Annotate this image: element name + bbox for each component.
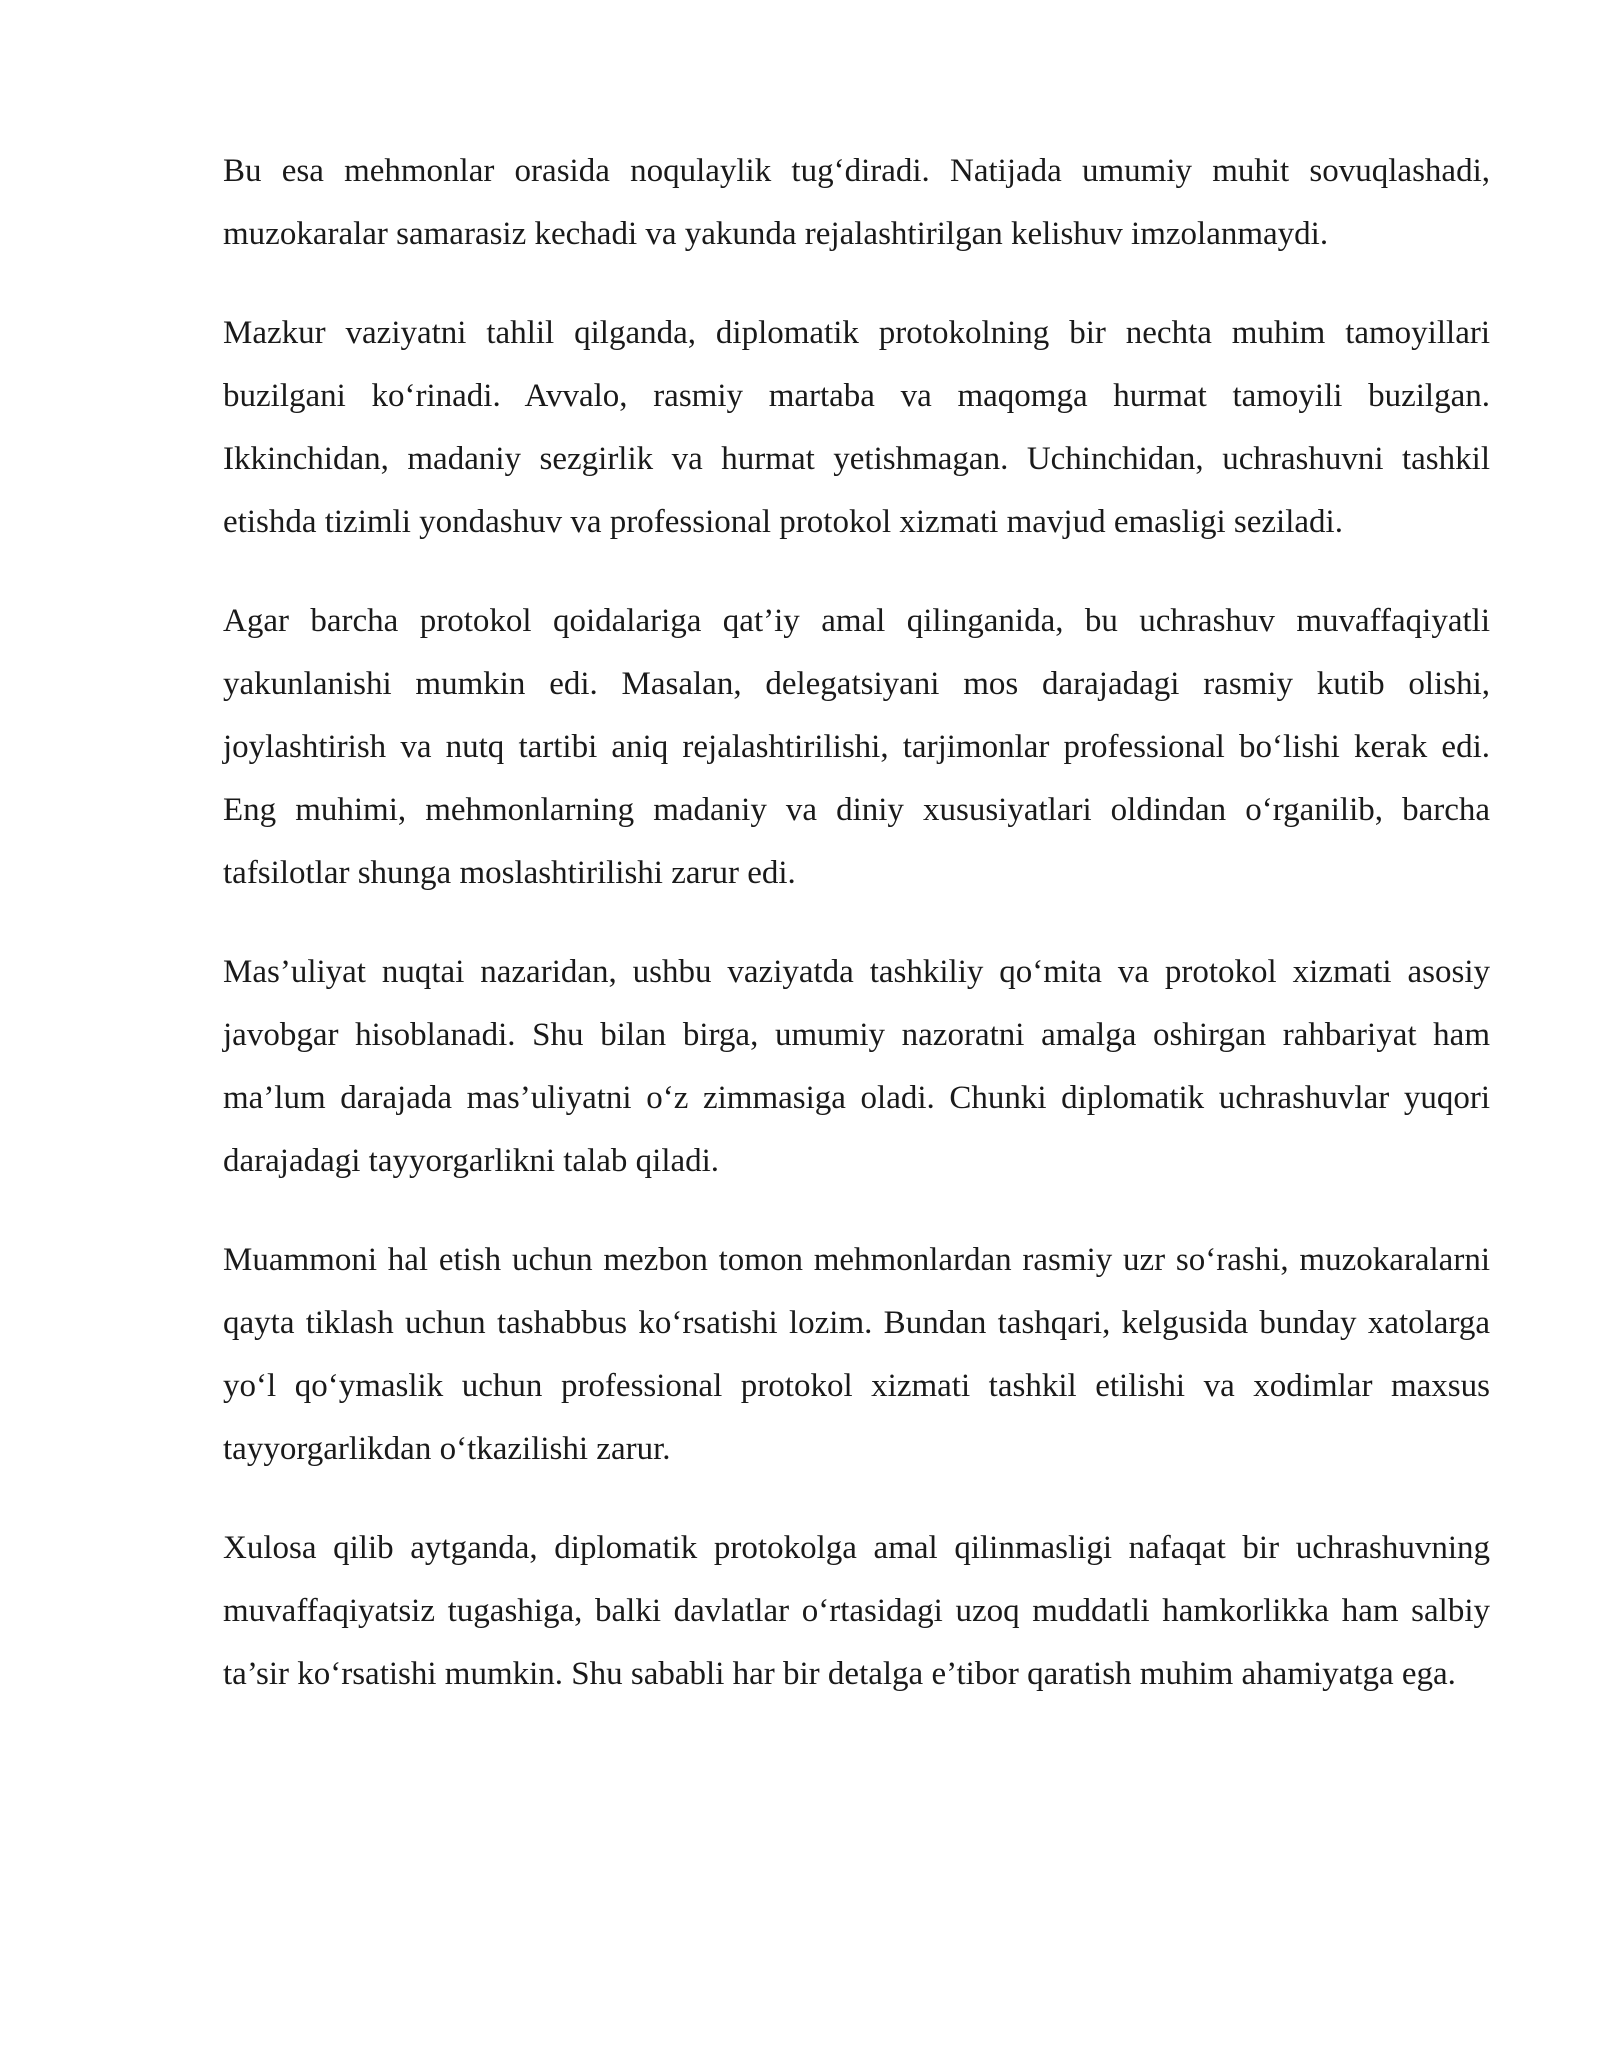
paragraph-2: Mazkur vaziyatni tahlil qilganda, diplomatik protokolning bir nechta muhim tamoyillari buzilgani ko‘rinadi. Avvalo, rasmiy martaba va maqomga hurmat tamoyili buzilgan. Ikkinchidan, madaniy sezgirlik va hurmat yetishmagan. Uchinchidan, uchrashuvni tashkil etishda tizimli yondashuv va professional protokol xizmati mavjud emasligi seziladi.: [223, 315, 1490, 540]
paragraph-4: Mas’uliyat nuqtai nazaridan, ushbu vaziyatda tashkiliy qo‘mita va protokol xizmati asosiy javobgar hisoblanadi. Shu bilan birga, umumiy nazoratni amalga oshirgan rahbariyat ham ma’lum darajada mas’uliyatni o‘z zimmasiga oladi. Chunki diplomatik uchrashuvlar yuqori darajadagi tayyorgarlikni talab qiladi.: [223, 954, 1490, 1179]
paragraph-5: Muammoni hal etish uchun mezbon tomon mehmonlardan rasmiy uzr so‘rashi, muzokaralarni qayta tiklash uchun tashabbus ko‘rsatishi lozim. Bundan tashqari, kelgusida bunday xatolarga yo‘l qo‘ymaslik uchun professional protokol xizmati tashkil etilishi va xodimlar maxsus tayyorgarlikdan o‘tkazilishi zarur.: [223, 1242, 1490, 1467]
document-body: [223, 140, 1490, 1742]
paragraph-1: Bu esa mehmonlar orasida noqulaylik tug‘diradi. Natijada umumiy muhit sovuqlashadi, muzokaralar samarasiz kechadi va yakunda rejalashtirilgan kelishuv imzolanmaydi.: [223, 153, 1490, 252]
paragraph-6: Xulosa qilib aytganda, diplomatik protokolga amal qilinmasligi nafaqat bir uchrashuvning muvaffaqiyatsiz tugashiga, balki davlatlar o‘rtasidagi uzoq muddatli hamkorlikka ham salbiy ta’sir ko‘rsatishi mumkin. Shu sababli har bir detalga e’tibor qaratish muhim ahamiyatga ega.: [223, 1530, 1490, 1692]
paragraph-3: Agar barcha protokol qoidalariga qat’iy amal qilinganida, bu uchrashuv muvaffaqiyatli yakunlanishi mumkin edi. Masalan, delegatsiyani mos darajadagi rasmiy kutib olishi, joylashtirish va nutq tartibi aniq rejalashtirilishi, tarjimonlar professional bo‘lishi kerak edi. Eng muhimi, mehmonlarning madaniy va diniy xususiyatlari oldindan o‘rganilib, barcha tafsilotlar shunga moslashtirilishi zarur edi.: [223, 603, 1490, 891]
